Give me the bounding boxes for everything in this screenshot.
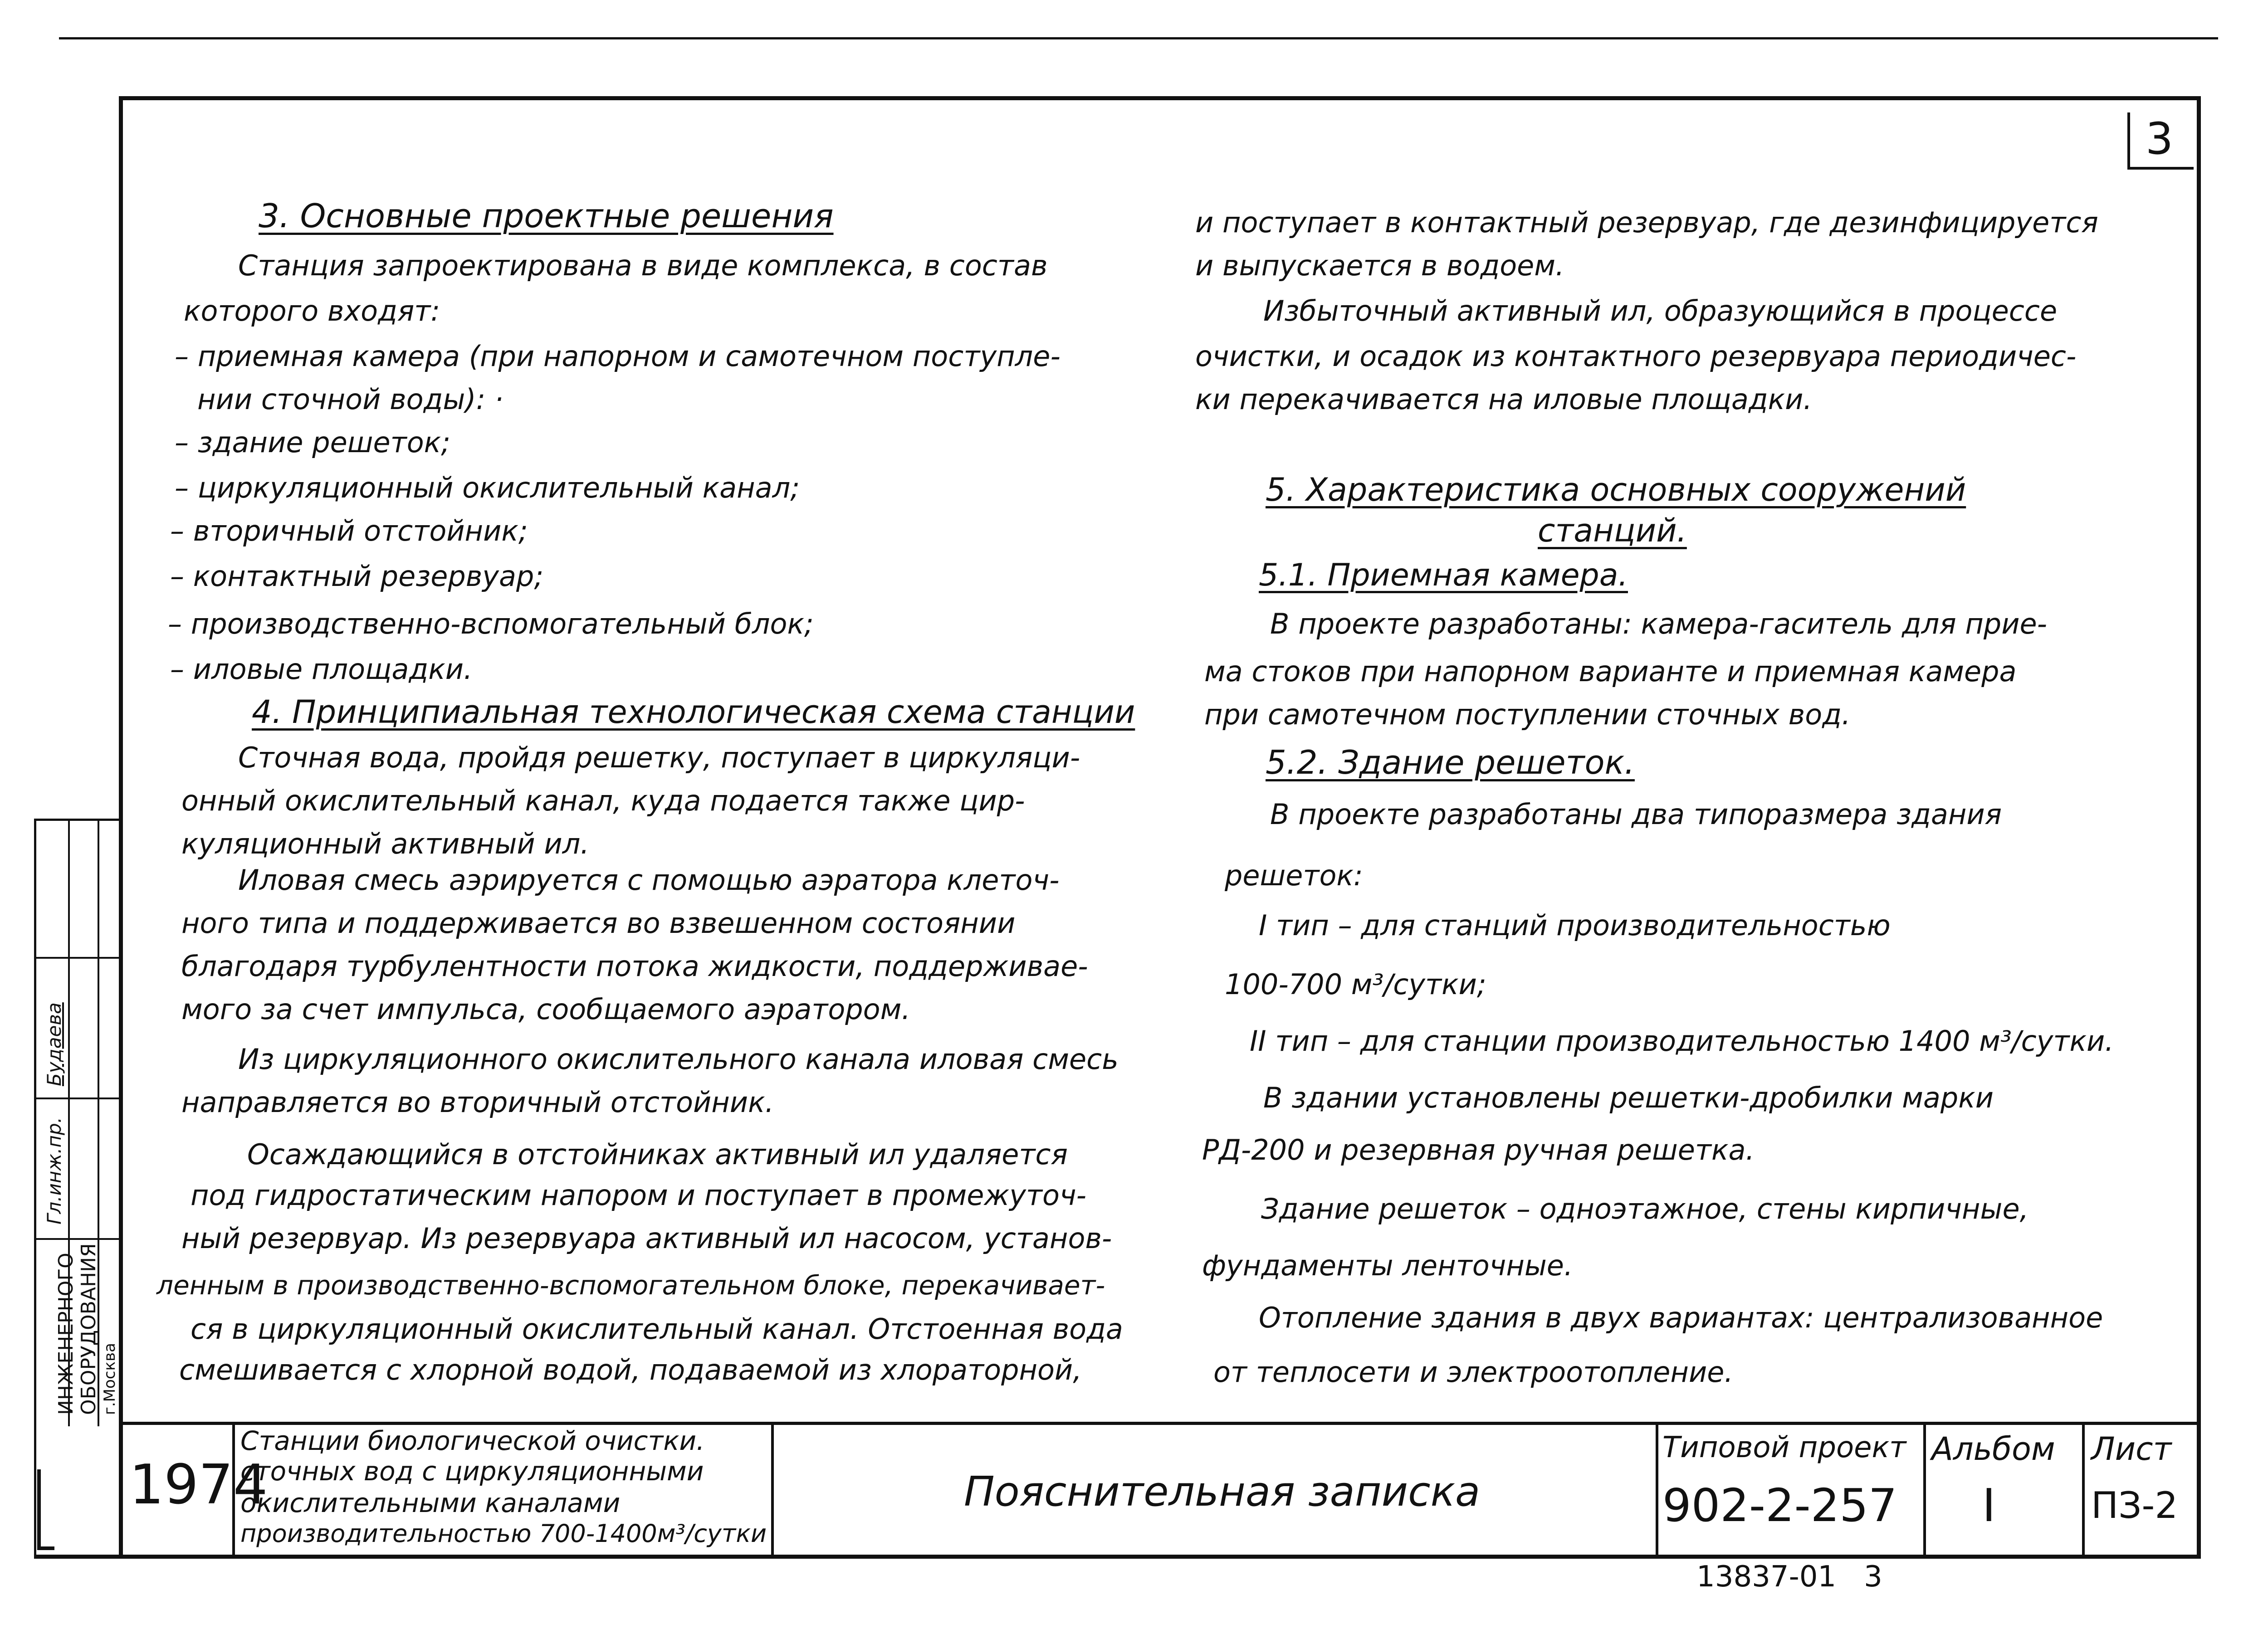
frame-bottom — [34, 1555, 2201, 1559]
p52-line: В здании установлены решетки-дробилки марки — [1263, 1081, 1994, 1114]
paragraph-line: онный окислительный канал, куда подается также цир- — [181, 784, 1025, 817]
album-label: Альбом — [1931, 1430, 2055, 1468]
paragraph-line: Иловая смесь аэрируется с помощью аэратора клеточ- — [238, 863, 1060, 897]
list-item: – приемная камера (при напорном и самотечном поступле- — [175, 340, 1061, 373]
paragraph-line: ся в циркуляционный окислительный канал. Отстоенная вода — [191, 1312, 1123, 1346]
list-item: – иловые площадки. — [170, 653, 473, 686]
right-line: ки перекачивается на иловые площадки. — [1195, 383, 1813, 416]
stamp-row-1 — [34, 957, 123, 959]
heading-section-4: 4. Принципиальная технологическая схема станции — [252, 693, 1135, 731]
stamp-row-2 — [34, 1097, 123, 1099]
title-year: 1974 — [129, 1454, 268, 1517]
paragraph-line: мого за счет импульса, сообщаемого аэратором. — [181, 993, 911, 1026]
intro-line-2: которого входят: — [184, 294, 440, 327]
right-line: очистки, и осадок из контактного резервуара периодичес- — [1195, 340, 2077, 373]
p52-line: II тип – для станции производительностью 1400 м³/сутки. — [1250, 1024, 2114, 1058]
paragraph-line: Осаждающийся в отстойниках активный ил удаляется — [247, 1138, 1068, 1171]
right-line: Избыточный активный ил, образующийся в процессе — [1263, 294, 2058, 327]
p52-line: Здание решеток – одноэтажное, стены кирпичные, — [1261, 1192, 2029, 1225]
paragraph-line: ного типа и поддерживается во взвешенном состоянии — [181, 907, 1016, 940]
list-item: нии сточной воды): · — [197, 383, 503, 416]
project-name-line: сточных вод с циркуляционными — [240, 1456, 704, 1487]
stamp-org-line-1: ИНЖЕНЕРНОГО — [54, 1253, 78, 1415]
frame-top — [119, 96, 2201, 100]
p51-line: при самотечном поступлении сточных вод. — [1204, 698, 1851, 731]
stamp-role: Гл.инж.пр. — [43, 1117, 65, 1224]
stamp-org-line-2: ОБОРУДОВАНИЯ — [77, 1243, 100, 1415]
heading-5-1: 5.1. Приемная камера. — [1259, 557, 1628, 593]
sheet-corner-number: 3 — [2146, 113, 2174, 164]
title-block-top — [119, 1422, 2201, 1425]
heading-section-5: 5. Характеристика основных сооружений — [1266, 471, 1966, 508]
paragraph-line: Из циркуляционного окислительного канала иловая смесь — [238, 1043, 1119, 1076]
project-name-line: окислительными каналами — [240, 1488, 621, 1518]
project-name-line: Станции биологической очистки. — [240, 1425, 705, 1456]
top-edge-line — [59, 37, 2218, 39]
stamp-box-top — [34, 819, 123, 821]
sheet-label: Лист — [2091, 1430, 2172, 1468]
tb-col-project — [1923, 1422, 1926, 1558]
tb-col-title — [1656, 1422, 1658, 1558]
list-item: – вторичный отстойник; — [170, 514, 528, 547]
paragraph-line: ленным в производственно-вспомогательном блоке, перекачивает- — [156, 1270, 1105, 1301]
tb-col-album — [2082, 1422, 2085, 1558]
list-item: – производственно-вспомогательный блок; — [168, 607, 814, 640]
heading-5-2: 5.2. Здание решеток. — [1266, 743, 1635, 781]
stamp-org-city: г.Москва — [101, 1343, 119, 1415]
p52-line: I тип – для станций производительностью — [1259, 909, 1891, 942]
p52-line: В проекте разработаны два типоразмера здания — [1270, 798, 2002, 831]
tb-col-name — [771, 1422, 774, 1558]
stamp-row-3 — [34, 1238, 123, 1240]
p52-line: РД-200 и резервная ручная решетка. — [1202, 1133, 1755, 1166]
p51-line: В проекте разработаны: камера-гаситель для прие- — [1270, 607, 2048, 640]
paragraph-line: Сточная вода, пройдя решетку, поступает в циркуляци- — [238, 741, 1080, 774]
right-line: и поступает в контактный резервуар, где дезинфицируется — [1195, 206, 2098, 239]
paragraph-line: смешивается с хлорной водой, подаваемой из хлораторной, — [179, 1353, 1082, 1386]
stamp-name: Будаева — [43, 1002, 65, 1086]
project-name-line: производительностью 700-1400м³/сутки — [240, 1519, 767, 1548]
paragraph-line: направляется во вторичный отстойник. — [181, 1086, 774, 1119]
frame-right — [2197, 96, 2201, 1559]
paragraph-line: куляционный активный ил. — [181, 827, 590, 860]
p51-line: ма стоков при напорном варианте и приемная камера — [1204, 655, 2017, 688]
stamp-box-left — [34, 819, 36, 1558]
footer-code: 13837-01 3 — [1696, 1560, 1882, 1594]
p52-line: решеток: — [1225, 859, 1363, 892]
document-title: Пояснительная записка — [964, 1468, 1481, 1516]
list-item: – здание решеток; — [175, 426, 450, 459]
typical-project-value: 902-2-257 — [1662, 1479, 1897, 1532]
p52-line: от теплосети и электроотопление. — [1213, 1356, 1734, 1389]
list-item: – циркуляционный окислительный канал; — [175, 471, 800, 504]
stamp-logo-mark — [37, 1469, 54, 1550]
right-line: и выпускается в водоем. — [1195, 249, 1564, 282]
frame-left — [119, 96, 123, 1559]
heading-section-5-cont: станций. — [1538, 512, 1687, 549]
paragraph-line: под гидростатическим напором и поступает в промежуточ- — [191, 1179, 1086, 1212]
paragraph-line: ный резервуар. Из резервуара активный ил насосом, установ- — [181, 1222, 1112, 1255]
typical-project-label: Типовой проект — [1662, 1431, 1906, 1464]
p52-line: Отопление здания в двух вариантах: централизованное — [1259, 1301, 2103, 1334]
intro-line-1: Станция запроектирована в виде комплекса, в состав — [238, 249, 1048, 282]
sheet-value: ПЗ-2 — [2091, 1484, 2178, 1527]
list-item: – контактный резервуар; — [170, 560, 544, 593]
heading-section-3: 3. Основные проектные решения — [259, 197, 834, 235]
p52-line: 100-700 м³/сутки; — [1225, 968, 1486, 1001]
p52-line: фундаменты ленточные. — [1202, 1249, 1573, 1282]
paragraph-line: благодаря турбулентности потока жидкости, поддерживае- — [181, 950, 1088, 983]
album-value: I — [1982, 1479, 1996, 1532]
